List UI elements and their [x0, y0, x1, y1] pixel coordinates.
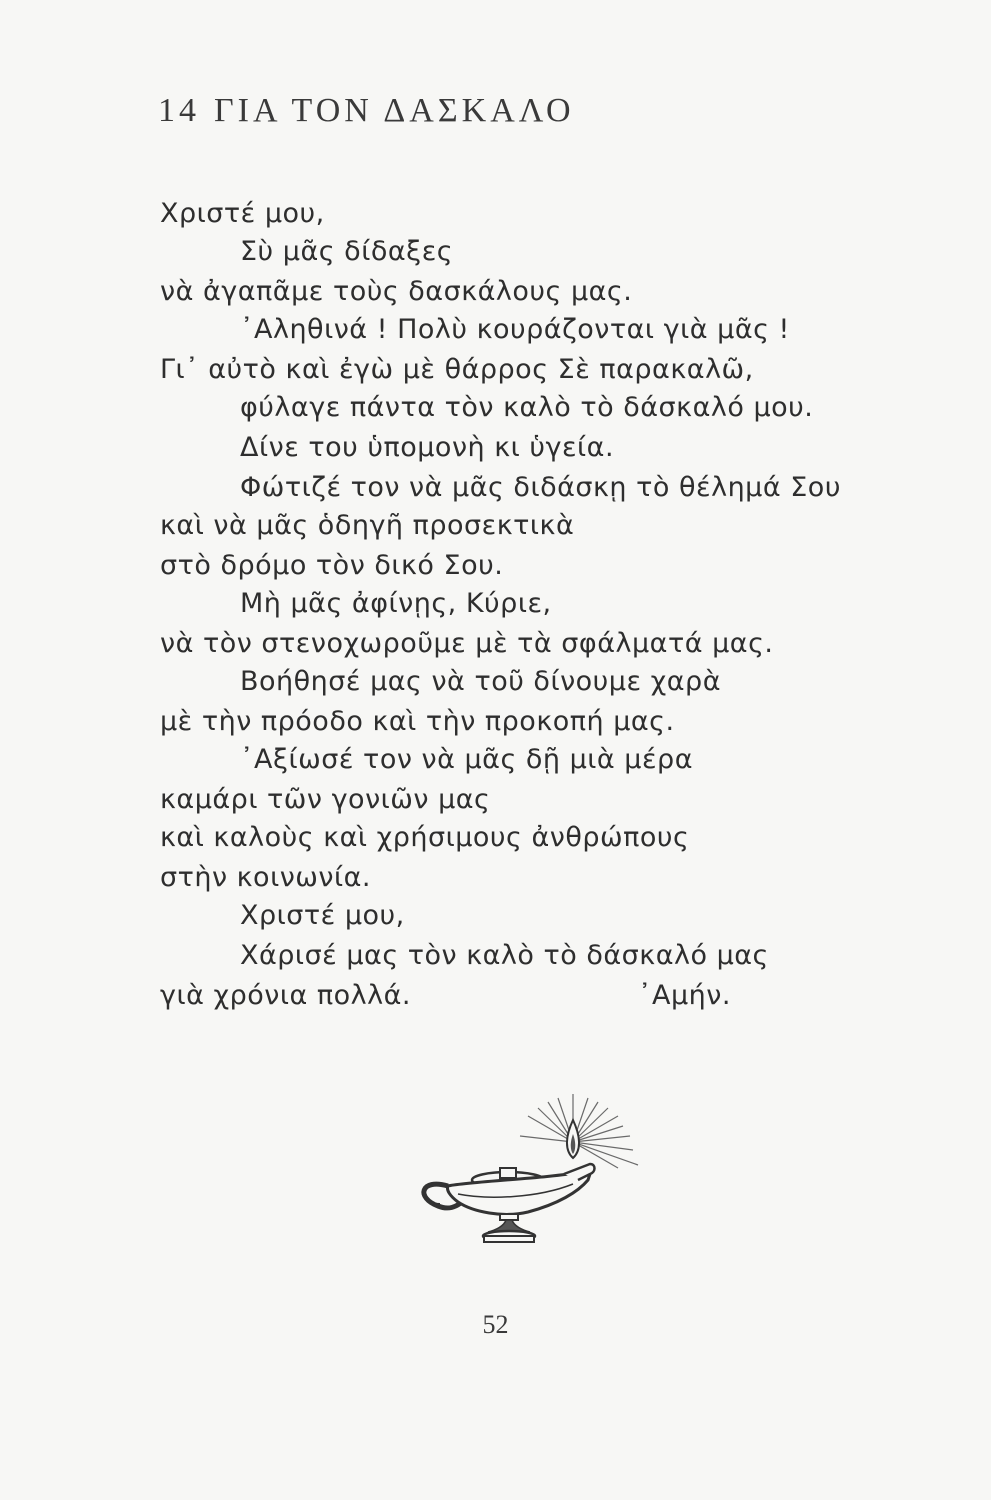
poem-line: φύλαγε πάντα τὸν καλὸ τὸ δάσκαλό μου.: [240, 392, 814, 423]
poem-line: ᾿Αληθινά ! Πολὺ κουράζονται γιὰ μᾶς !: [240, 314, 790, 345]
poem-line: Χριστέ μου,: [240, 900, 405, 931]
light-rays: [520, 1094, 638, 1168]
poem-line: Μὴ μᾶς ἀφίνῃς, Κύριε,: [240, 588, 552, 619]
poem-line: καὶ καλοὺς καὶ χρήσιμους ἀνθρώπους: [160, 822, 690, 853]
poem-line: γιὰ χρόνια πολλά.: [160, 980, 411, 1011]
poem-line: Χάρισέ μας τὸν καλὸ τὸ δάσκαλό μας: [240, 940, 769, 971]
poem-line: Φώτιζέ τον νὰ μᾶς διδάσκῃ τὸ θέλημά Σου: [240, 472, 841, 503]
poem-line: μὲ τὴν πρόοδο καὶ τὴν προκοπή μας.: [160, 706, 675, 737]
poem-line: Χριστέ μου,: [160, 198, 325, 229]
poem-line: νὰ τὸν στενοχωροῦμε μὲ τὰ σφάλματά μας.: [160, 628, 774, 659]
chapter-number: 14: [158, 92, 200, 129]
lid-knob: [500, 1168, 516, 1178]
poem-line: Δίνε του ὑπομονὴ κι ὑγεία.: [240, 432, 615, 463]
poem-line: ᾿Αξίωσέ τον νὰ μᾶς δῇ μιὰ μέρα: [240, 744, 693, 775]
page-number: 52: [482, 1310, 509, 1339]
poem-line: στὴν κοινωνία.: [160, 862, 372, 893]
chapter-title: ΓΙΑ ΤΟΝ ΔΑΣΚΑΛΟ: [214, 92, 575, 129]
poem-line: Σὺ μᾶς δίδαξες: [240, 236, 454, 267]
poem-line: καὶ νὰ μᾶς ὁδηγῆ προσεκτικὰ: [160, 510, 575, 541]
poem-line: Γι᾿ αὐτὸ καὶ ἐγὼ μὲ θάρρος Σὲ παρακαλῶ,: [160, 354, 754, 385]
poem-line: Βοήθησέ μας νὰ τοῦ δίνουμε χαρὰ: [240, 666, 721, 697]
poem-line: νὰ ἀγαπᾶμε τοὺς δασκάλους μας.: [160, 276, 633, 307]
poem-line: καμάρι τῶν γονιῶν μας: [160, 784, 491, 815]
poem-line: στὸ δρόμο τὸν δικό Σου.: [160, 550, 504, 581]
oil-lamp-illustration: [408, 1080, 658, 1255]
amen-text: ᾿Αμήν.: [638, 980, 731, 1011]
